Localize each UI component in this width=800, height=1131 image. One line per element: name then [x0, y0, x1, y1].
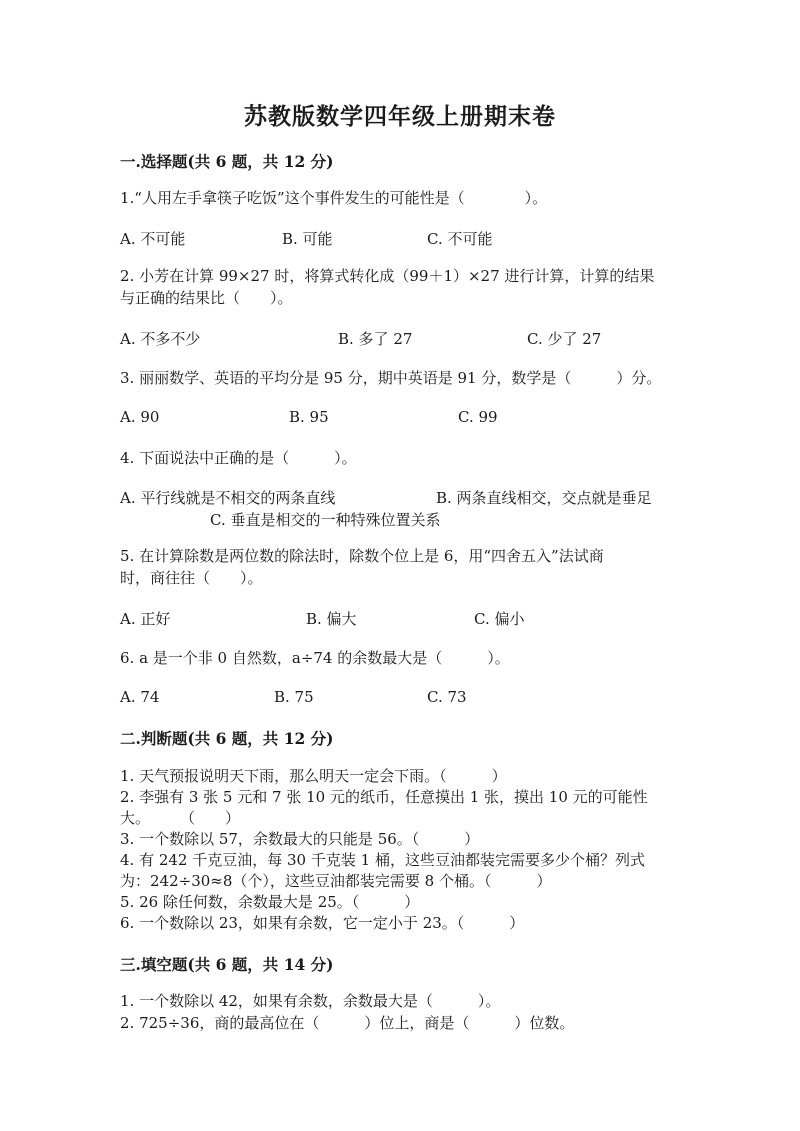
section-heading-choice: 一.选择题(共 6 题，共 12 分)	[120, 152, 334, 171]
question-3-option-a: A. 90	[120, 408, 160, 426]
question-1-option-c: C. 不可能	[427, 230, 493, 248]
question-4-option-a: A. 平行线就是不相交的两条直线	[120, 489, 336, 507]
fill-blank-line-2: 2. 725÷36，商的最高位在（ ）位上，商是（ ）位数。	[120, 1014, 575, 1032]
judgement-line-5: 4. 有 242 千克豆油，每 30 千克装 1 桶，这些豆油都装完需要多少个桶？列式	[120, 851, 645, 869]
question-6-stem: 6. a 是一个非 0 自然数，a÷74 的余数最大是（ ）。	[120, 649, 510, 667]
judgement-line-2: 2. 李强有 3 张 5 元和 7 张 10 元的纸币，任意摸出 1 张，摸出 10 元的可能性	[120, 788, 648, 806]
section-heading-judgement: 二.判断题(共 6 题，共 12 分)	[120, 729, 334, 748]
question-2-stem-line-1: 2. 小芳在计算 99×27 时，将算式转化成（99＋1）×27 进行计算，计算的结果	[120, 267, 655, 285]
question-4-option-b: B. 两条直线相交，交点就是垂足	[436, 489, 652, 507]
question-6-option-c: C. 73	[427, 688, 467, 706]
judgement-line-6: 为：242÷30≈8（个），这些豆油都装完需要 8 个桶。（ ）	[120, 872, 552, 890]
judgement-line-3: 大。 （ ）	[120, 809, 241, 827]
question-5-stem-line-1: 5. 在计算除数是两位数的除法时，除数个位上是 6，用“四舍五入”法试商	[120, 547, 604, 565]
question-4-option-c: C. 垂直是相交的一种特殊位置关系	[210, 511, 441, 529]
question-4-stem: 4. 下面说法中正确的是（ ）。	[120, 449, 357, 467]
question-2-option-b: B. 多了 27	[338, 330, 413, 348]
question-2-option-a: A. 不多不少	[120, 330, 201, 348]
question-2-stem-line-2: 与正确的结果比（ ）。	[120, 289, 293, 307]
question-1-stem: 1.“人用左手拿筷子吃饭”这个事件发生的可能性是（ ）。	[120, 189, 548, 207]
question-3-stem: 3. 丽丽数学、英语的平均分是 95 分，期中英语是 91 分，数学是（ ）分。	[120, 369, 662, 387]
question-5-option-a: A. 正好	[120, 610, 171, 628]
question-5-option-b: B. 偏大	[306, 610, 357, 628]
question-1-option-b: B. 可能	[282, 230, 333, 248]
question-6-option-b: B. 75	[274, 688, 314, 706]
question-6-option-a: A. 74	[120, 688, 160, 706]
question-3-option-b: B. 95	[289, 408, 329, 426]
judgement-line-8: 6. 一个数除以 23，如果有余数，它一定小于 23。（ ）	[120, 914, 525, 932]
question-5-stem-line-2: 时，商往往（ ）。	[120, 569, 263, 587]
section-heading-fill-blank: 三.填空题(共 6 题，共 14 分)	[120, 955, 334, 974]
judgement-line-7: 5. 26 除任何数，余数最大是 25。（ ）	[120, 893, 420, 911]
fill-blank-line-1: 1. 一个数除以 42，如果有余数，余数最大是（ ）。	[120, 992, 501, 1010]
page-title: 苏教版数学四年级上册期末卷	[244, 103, 556, 130]
question-3-option-c: C. 99	[458, 408, 498, 426]
question-5-option-c: C. 偏小	[474, 610, 525, 628]
question-1-option-a: A. 不可能	[120, 230, 186, 248]
judgement-line-1: 1. 天气预报说明天下雨，那么明天一定会下雨。（ ）	[120, 767, 507, 785]
question-2-option-c: C. 少了 27	[527, 330, 602, 348]
judgement-line-4: 3. 一个数除以 57，余数最大的只能是 56。（ ）	[120, 830, 480, 848]
